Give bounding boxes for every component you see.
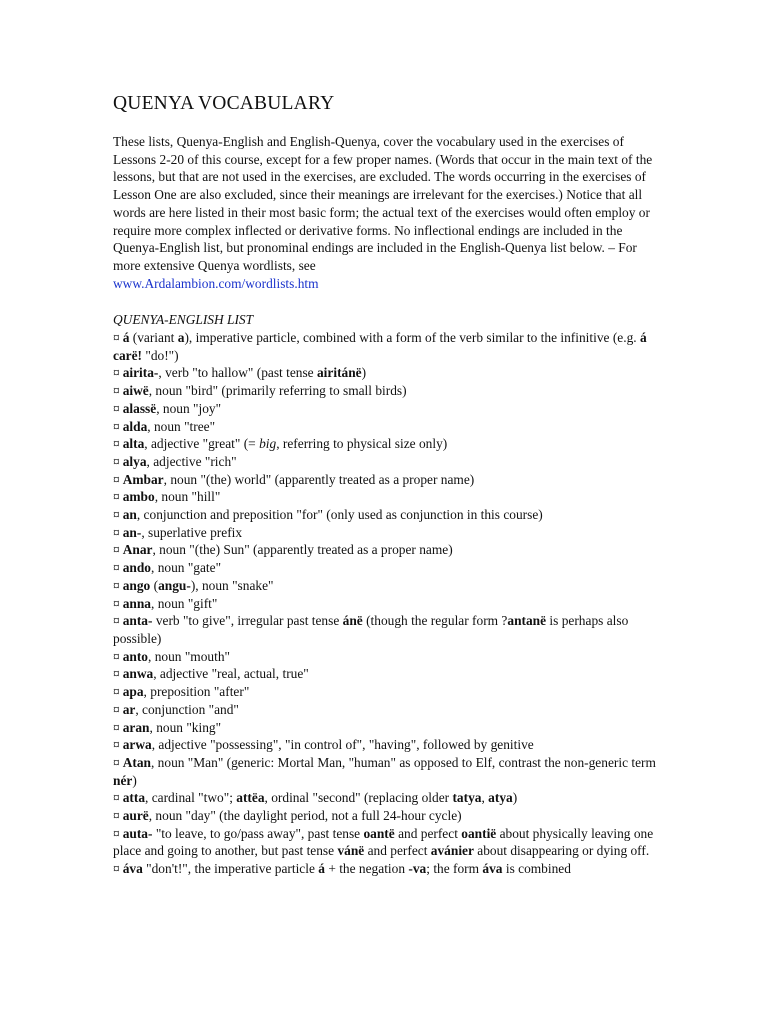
bullet-icon: ¤	[113, 436, 120, 452]
intro-text: These lists, Quenya-English and English-Quenya, cover the vocabulary used in the exercises of Lessons 2-20 of this course, except for a few proper names. (Words that occur in the main text of the lessons, but that are not used in the exercises, are excluded. The words occurring in the exercises of Lesson One are also excluded, since their meanings are irrelevant for the exercises.) Notice that all words are here listed in their most basic form; the actual text of the exercises would often employ or require more complex inflected or derivative forms. No inflectional endings are included in the Quenya-English list, but pronominal endings are included in the English-Quenya list below. – For more extensive Quenya wordlists, see	[113, 134, 653, 273]
headword: atya	[488, 790, 513, 806]
headword: áva	[482, 861, 503, 877]
definition-text: verb "to give", irregular past tense	[152, 613, 343, 629]
section-title: QUENYA-ENGLISH LIST	[113, 312, 254, 328]
definition-text: , conjunction and preposition "for" (only used as conjunction in this course)	[136, 507, 543, 523]
definition-text: , noun "bird" (primarily referring to small birds)	[148, 383, 407, 399]
headword: nér	[113, 772, 133, 788]
definition-text: , cardinal "two";	[145, 790, 237, 806]
definition-text: ), noun "snake"	[190, 577, 274, 593]
vocab-entry	[113, 559, 658, 577]
vocab-entry	[113, 435, 658, 453]
bullet-icon: ¤	[113, 719, 120, 735]
vocab-entry	[113, 364, 658, 382]
headword: á	[122, 330, 130, 346]
bullet-icon: ¤	[113, 330, 120, 346]
definition-text: is combined	[502, 861, 571, 877]
headword: oantë	[363, 825, 395, 841]
definition-text: , noun "joy"	[156, 400, 222, 416]
definition-text: , preposition "after"	[143, 684, 250, 700]
bullet-icon: ¤	[113, 595, 120, 611]
headword: attëa	[236, 790, 265, 806]
definition-text: and perfect	[364, 843, 431, 859]
bullet-icon: ¤	[113, 684, 120, 700]
vocab-entry	[113, 524, 658, 542]
definition-text: and perfect	[394, 825, 462, 841]
headword: arwa	[122, 737, 152, 753]
headword: Anar	[122, 542, 153, 558]
definition-text: (	[150, 577, 159, 593]
definition-text: , noun "Man" (generic: Mortal Man, "human" as opposed to Elf, contrast the non-generic term	[150, 754, 656, 770]
document-page	[113, 92, 658, 878]
headword: a	[177, 330, 185, 346]
definition-text: , ordinal "second" (replacing older	[264, 790, 453, 806]
vocab-entry	[113, 612, 658, 647]
bullet-icon: ¤	[113, 701, 120, 717]
bullet-icon: ¤	[113, 861, 120, 877]
headword: auta-	[122, 825, 153, 841]
vocab-entry	[113, 400, 658, 418]
vocab-entry	[113, 471, 658, 489]
headword: vánë	[337, 843, 365, 859]
vocab-entry	[113, 595, 658, 613]
definition-text: )	[512, 790, 518, 806]
definition-text: is perhaps also possible)	[113, 613, 629, 646]
vocab-entry	[113, 382, 658, 400]
headword: avánier	[430, 843, 474, 859]
headword: an	[122, 507, 137, 523]
bullet-icon: ¤	[113, 400, 120, 416]
vocab-entry	[113, 719, 658, 737]
definition-text: (though the regular form ?	[362, 613, 508, 629]
headword: áva	[122, 861, 143, 877]
definition-text: , superlative prefix	[141, 524, 243, 540]
definition-text: , noun "gift"	[151, 595, 218, 611]
headword: angu-	[158, 577, 191, 593]
headword: airitánë	[316, 365, 362, 381]
page-title: QUENYA VOCABULARY	[113, 93, 335, 114]
bullet-icon: ¤	[113, 613, 120, 629]
headword: Atan	[122, 754, 151, 770]
headword: anna	[122, 595, 151, 611]
vocab-entry	[113, 541, 658, 559]
definition-text: "to leave, to go/pass away", past tense	[152, 825, 364, 841]
headword: á	[318, 861, 325, 877]
vocab-entry	[113, 825, 658, 860]
vocab-entry	[113, 665, 658, 683]
headword: ambo	[122, 489, 155, 505]
headword: aran	[122, 719, 150, 735]
headword: atta	[122, 790, 146, 806]
vocab-entry	[113, 329, 658, 364]
vocab-entry	[113, 453, 658, 471]
definition-text: , noun "king"	[149, 719, 222, 735]
definition-text: , verb "to hallow" (past tense	[158, 365, 317, 381]
headword: alda	[122, 418, 148, 434]
bullet-icon: ¤	[113, 365, 120, 381]
definition-text: ,	[481, 790, 489, 806]
emphasis-text: big	[259, 436, 277, 452]
definition-text: , noun "tree"	[147, 418, 216, 434]
headword: anta-	[122, 613, 153, 629]
headword: alassë	[122, 400, 157, 416]
definition-text: "don't!", the imperative particle	[142, 861, 319, 877]
headword: -va	[408, 861, 427, 877]
headword: oantië	[461, 825, 497, 841]
vocab-entry	[113, 418, 658, 436]
bullet-icon: ¤	[113, 489, 120, 505]
definition-text: )	[361, 365, 367, 381]
intro-paragraph	[113, 133, 658, 292]
vocab-entry	[113, 683, 658, 701]
headword: alya	[122, 453, 147, 469]
headword: apa	[122, 684, 144, 700]
headword: an-	[122, 524, 142, 540]
definition-text: , noun "day" (the daylight period, not a full 24-hour cycle)	[148, 808, 462, 824]
headword: aiwë	[122, 383, 149, 399]
definition-text: + the negation	[324, 861, 409, 877]
bullet-icon: ¤	[113, 524, 120, 540]
bullet-icon: ¤	[113, 666, 120, 682]
headword: Ambar	[122, 471, 164, 487]
vocab-entry	[113, 807, 658, 825]
definition-text: , noun "hill"	[154, 489, 221, 505]
definition-text: , referring to physical size only)	[276, 436, 448, 452]
wordlists-link[interactable]: www.Ardalambion.com/wordlists.htm	[113, 275, 319, 291]
bullet-icon: ¤	[113, 507, 120, 523]
definition-text: about physically leaving one place and going to another, but past tense	[113, 825, 654, 859]
definition-text: ), imperative particle, combined with a form of the verb similar to the infinitive (e.g.	[184, 330, 640, 346]
vocab-entry	[113, 736, 658, 754]
vocab-entry	[113, 860, 658, 878]
definition-text: , adjective "possessing", "in control of", "having", followed by genitive	[151, 737, 534, 753]
vocab-entry	[113, 648, 658, 666]
bullet-icon: ¤	[113, 790, 120, 806]
vocabulary-list	[113, 329, 658, 878]
definition-text: , noun "(the) world" (apparently treated as a proper name)	[163, 471, 475, 487]
vocab-entry	[113, 506, 658, 524]
definition-text: ; the form	[426, 861, 483, 877]
bullet-icon: ¤	[113, 471, 120, 487]
vocab-entry	[113, 754, 658, 789]
bullet-icon: ¤	[113, 383, 120, 399]
definition-text: , conjunction "and"	[135, 701, 239, 717]
headword: airita-	[122, 365, 159, 381]
definition-text: , noun "gate"	[151, 560, 222, 576]
bullet-icon: ¤	[113, 560, 120, 576]
bullet-icon: ¤	[113, 418, 120, 434]
bullet-icon: ¤	[113, 648, 120, 664]
headword: ánë	[342, 613, 363, 629]
bullet-icon: ¤	[113, 737, 120, 753]
headword: ando	[122, 560, 151, 576]
definition-text: , noun "(the) Sun" (apparently treated as a proper name)	[152, 542, 453, 558]
bullet-icon: ¤	[113, 453, 120, 469]
headword: alta	[122, 436, 145, 452]
headword: ango	[122, 577, 151, 593]
bullet-icon: ¤	[113, 577, 120, 593]
headword: á carë!	[113, 330, 647, 363]
definition-text: (variant	[129, 330, 178, 346]
definition-text: , noun "mouth"	[148, 648, 230, 664]
definition-text: , adjective "real, actual, true"	[153, 666, 309, 682]
vocab-entry	[113, 789, 658, 807]
headword: anto	[122, 648, 149, 664]
headword: aurë	[122, 808, 149, 824]
vocab-entry	[113, 701, 658, 719]
bullet-icon: ¤	[113, 808, 120, 824]
vocab-entry	[113, 488, 658, 506]
definition-text: "do!")	[142, 347, 179, 363]
headword: tatya	[452, 790, 482, 806]
bullet-icon: ¤	[113, 542, 120, 558]
definition-text: , adjective "rich"	[146, 453, 237, 469]
headword: antanë	[507, 613, 547, 629]
headword: anwa	[122, 666, 154, 682]
vocab-entry	[113, 577, 658, 595]
definition-text: , adjective "great" (=	[144, 436, 260, 452]
definition-text: about disappearing or dying off.	[473, 843, 650, 859]
definition-text: )	[132, 772, 137, 788]
bullet-icon: ¤	[113, 825, 120, 841]
headword: ar	[122, 701, 136, 717]
bullet-icon: ¤	[113, 754, 120, 770]
